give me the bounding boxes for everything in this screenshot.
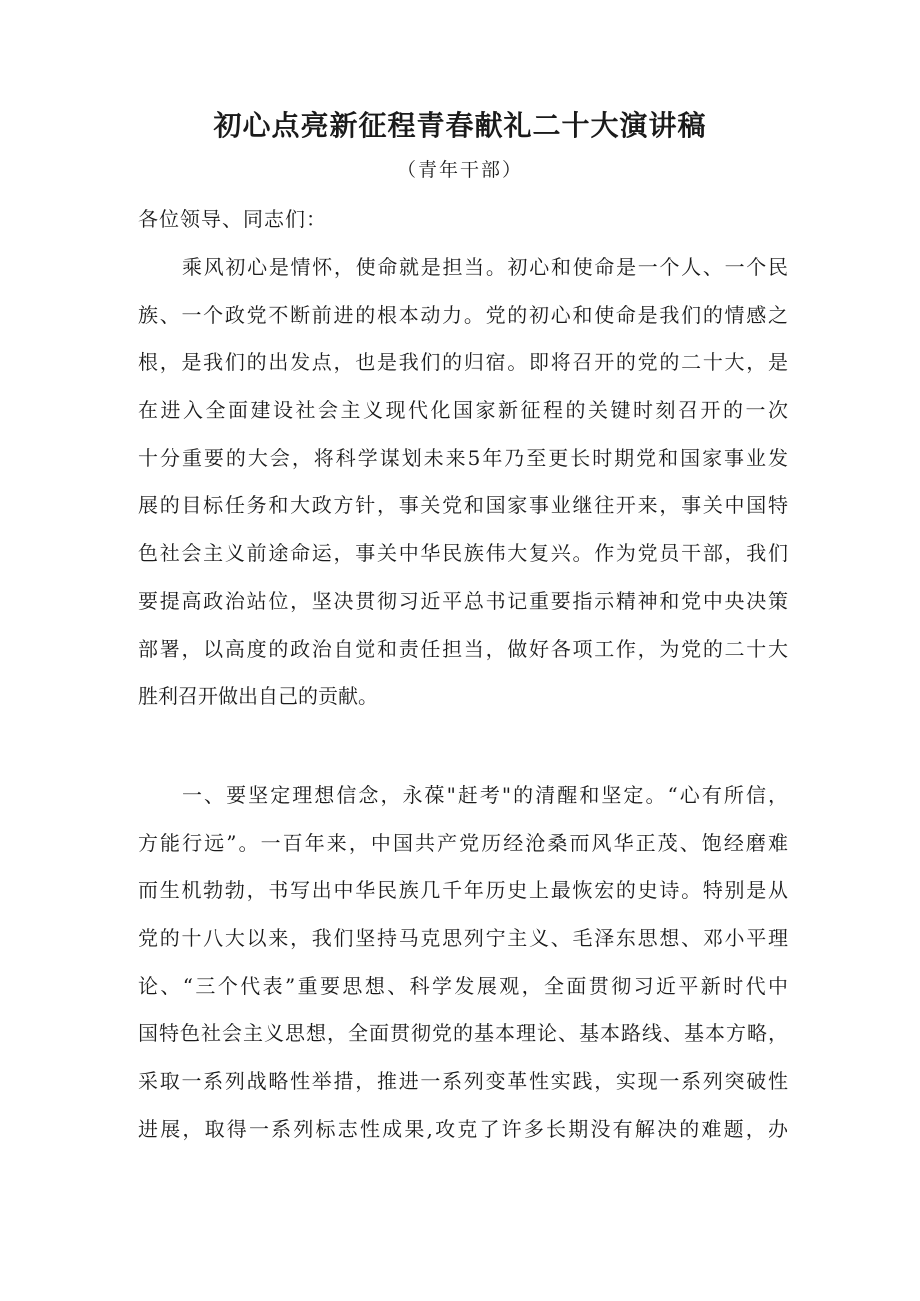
document-subtitle: （青年干部）	[396, 159, 523, 181]
paragraph-line: 根，是我们的出发点，也是我们的归宿。即将召开的党的二十大，是	[138, 350, 788, 375]
paragraph-line: 国特色社会主义思想，全面贯彻党的基本理论、基本路线、基本方略，	[138, 1021, 788, 1046]
paragraph-line: 方能行远”。一百年来，中国共产党历经沧桑而风华正茂、饱经磨难	[138, 830, 788, 855]
paragraph-line: 色社会主义前途命运，事关中华民族伟大复兴。作为党员干部，我们	[138, 541, 788, 566]
salutation: 各位领导、同志们：	[138, 207, 327, 231]
paragraph-line: 采取一系列战略性举措，推进一系列变革性实践，实现一系列突破性	[138, 1069, 788, 1094]
paragraph-2	[138, 772, 788, 1154]
document-title: 初心点亮新征程青春献礼二十大演讲稿	[213, 109, 707, 142]
paragraph-line: 族、一个政党不断前进的根本动力。党的初心和使命是我们的情感之	[138, 302, 788, 327]
paragraph-line: 乘风初心是情怀，使命就是担当。初心和使命是一个人、一个民	[182, 255, 788, 279]
paragraph-line: 展的目标任务和大政方针，事关党和国家事业继往开来，事关中国特	[138, 493, 788, 518]
paragraph-line: 在进入全面建设社会主义现代化国家新征程的关键时刻召开的一次	[138, 398, 788, 423]
paragraph-line: 胜利召开做出自己的贡献。	[138, 684, 378, 709]
paragraph-line: 而生机勃勃，书写出中华民族几千年历史上最恢宏的史诗。特别是从	[138, 878, 788, 903]
paragraph-line: 进展，取得一系列标志性成果,攻克了许多长期没有解决的难题，办	[138, 1116, 788, 1141]
paragraph-line: 一、要坚定理想信念，永葆"赶考"的清醒和坚定。“心有所信，	[182, 783, 788, 807]
paragraph-line: 部署，以高度的政治自觉和责任担当，做好各项工作，为党的二十大	[138, 636, 788, 661]
paragraph-1	[138, 244, 788, 721]
paragraph-line: 要提高政治站位，坚决贯彻习近平总书记重要指示精神和党中央决策	[138, 588, 788, 613]
paragraph-line: 论、“三个代表”重要思想、科学发展观，全面贯彻习近平新时代中	[138, 973, 788, 998]
paragraph-line: 十分重要的大会，将科学谋划未来5年乃至更长时期党和国家事业发	[138, 445, 788, 470]
paragraph-line: 党的十八大以来，我们坚持马克思列宁主义、毛泽东思想、邓小平理	[138, 926, 788, 951]
